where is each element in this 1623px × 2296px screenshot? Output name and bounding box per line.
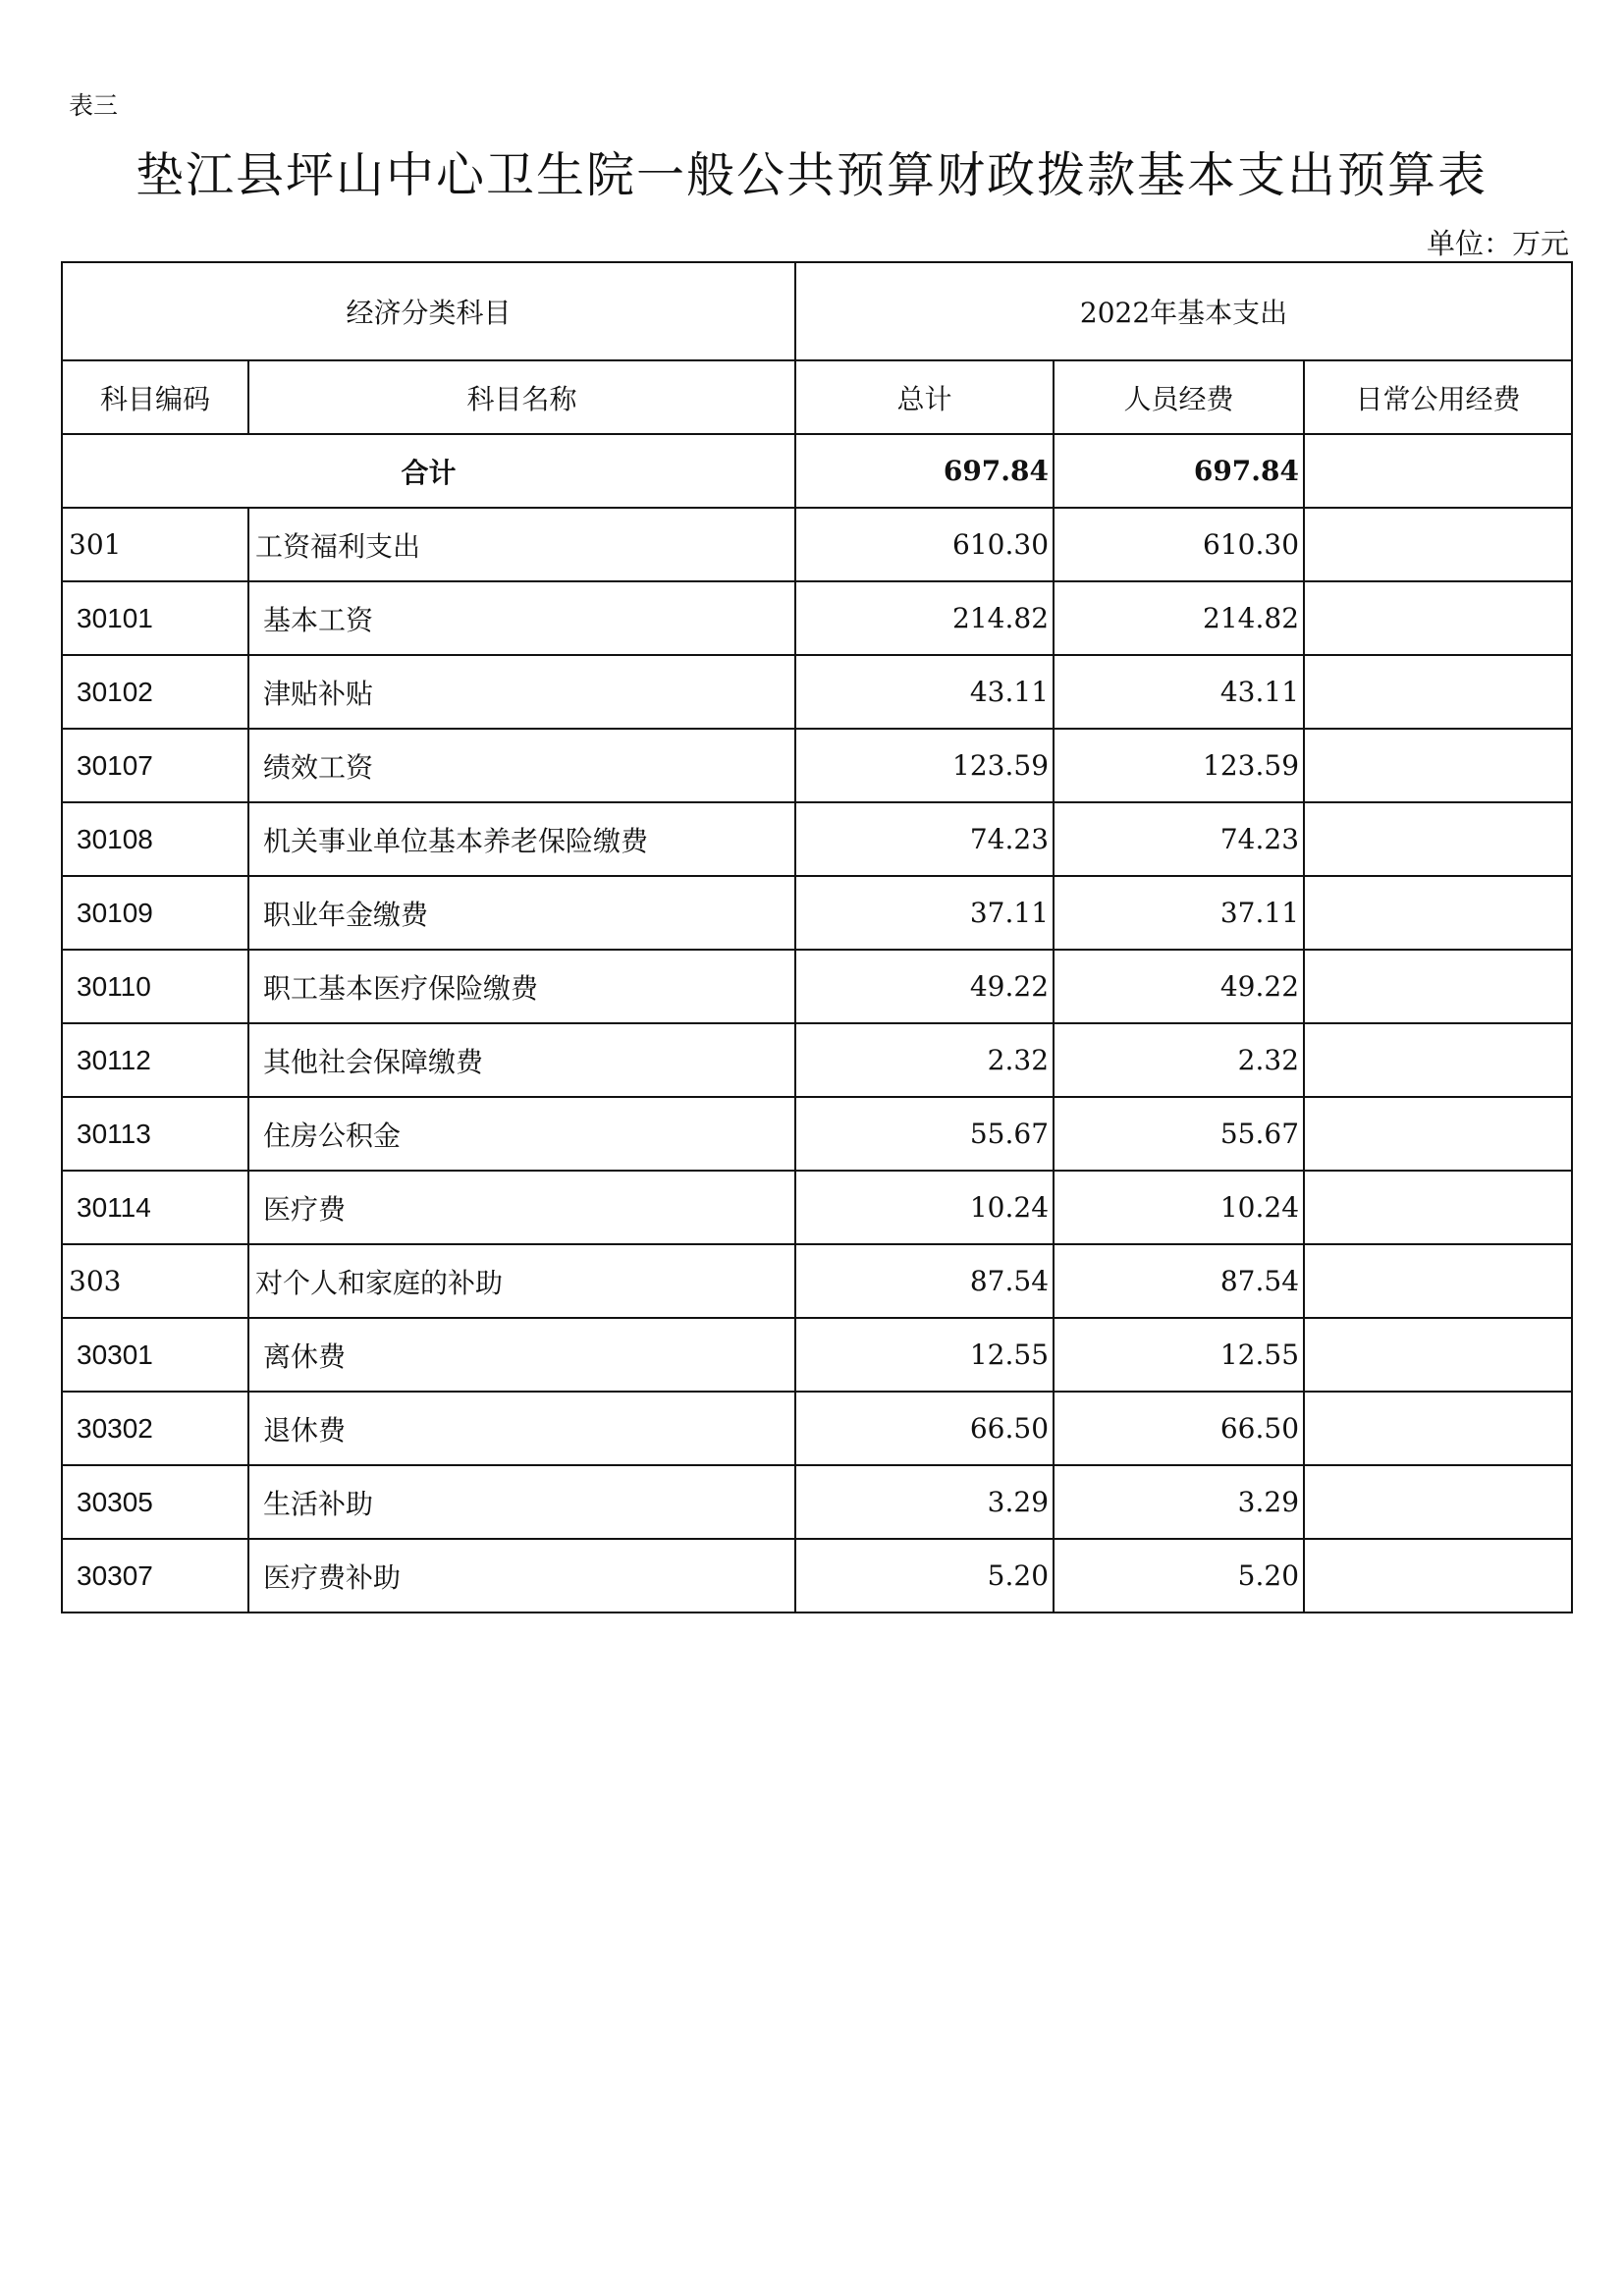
row-code: 30109: [62, 876, 248, 950]
row-name: 职业年金缴费: [248, 876, 795, 950]
row-public: [1304, 876, 1572, 950]
row-total: 43.11: [795, 655, 1054, 729]
page-title: 垫江县坪山中心卫生院一般公共预算财政拨款基本支出预算表: [135, 147, 1488, 203]
row-code: 30102: [62, 655, 248, 729]
row-code: 30302: [62, 1392, 248, 1465]
row-name: 医疗费: [248, 1171, 795, 1244]
table-row: [62, 1539, 1572, 1613]
row-public: [1304, 508, 1572, 581]
table-row: [62, 581, 1572, 655]
header-public: 日常公用经费: [1304, 360, 1572, 434]
row-name: 医疗费补助: [248, 1539, 795, 1613]
table-row: [62, 876, 1572, 950]
row-total: 12.55: [795, 1318, 1054, 1392]
row-name: 退休费: [248, 1392, 795, 1465]
row-total: 5.20: [795, 1539, 1054, 1613]
header-row-group: [62, 262, 1572, 360]
row-personnel: 37.11: [1054, 876, 1304, 950]
row-total: 66.50: [795, 1392, 1054, 1465]
table-row: [62, 655, 1572, 729]
table-row: [62, 1097, 1572, 1171]
row-code: 30307: [62, 1539, 248, 1613]
row-public: [1304, 1097, 1572, 1171]
row-public: [1304, 1171, 1572, 1244]
total-row: [62, 434, 1572, 508]
row-public: [1304, 1465, 1572, 1539]
header-total: 总计: [795, 360, 1054, 434]
table-row: [62, 729, 1572, 802]
row-personnel: 55.67: [1054, 1097, 1304, 1171]
row-personnel: 214.82: [1054, 581, 1304, 655]
row-personnel: 74.23: [1054, 802, 1304, 876]
row-personnel: 12.55: [1054, 1318, 1304, 1392]
row-total: 10.24: [795, 1171, 1054, 1244]
row-code: 30113: [62, 1097, 248, 1171]
budget-table-body: [62, 262, 1572, 1613]
row-total: 3.29: [795, 1465, 1054, 1539]
total-label: 合计: [62, 434, 795, 508]
row-total: 214.82: [795, 581, 1054, 655]
row-personnel: 10.24: [1054, 1171, 1304, 1244]
row-name: 津贴补贴: [248, 655, 795, 729]
row-public: [1304, 1023, 1572, 1097]
row-personnel: 66.50: [1054, 1392, 1304, 1465]
header-personnel: 人员经费: [1054, 360, 1304, 434]
header-basic-expenditure: 2022年基本支出: [795, 262, 1572, 360]
row-total: 87.54: [795, 1244, 1054, 1318]
header-name: 科目名称: [248, 360, 795, 434]
row-code: 30305: [62, 1465, 248, 1539]
row-name: 住房公积金: [248, 1097, 795, 1171]
row-public: [1304, 1539, 1572, 1613]
header-row-columns: [62, 360, 1572, 434]
row-public: [1304, 950, 1572, 1023]
row-code: 30101: [62, 581, 248, 655]
row-name: 绩效工资: [248, 729, 795, 802]
row-code: 30114: [62, 1171, 248, 1244]
row-public: [1304, 1244, 1572, 1318]
row-code: 30110: [62, 950, 248, 1023]
row-total: 74.23: [795, 802, 1054, 876]
row-total: 2.32: [795, 1023, 1054, 1097]
row-public: [1304, 729, 1572, 802]
row-name: 工资福利支出: [248, 508, 795, 581]
row-name: 对个人和家庭的补助: [248, 1244, 795, 1318]
row-public: [1304, 1318, 1572, 1392]
row-total: 37.11: [795, 876, 1054, 950]
row-personnel: 610.30: [1054, 508, 1304, 581]
total-personnel: 697.84: [1054, 434, 1304, 508]
row-name: 生活补助: [248, 1465, 795, 1539]
row-total: 49.22: [795, 950, 1054, 1023]
table-row: [62, 950, 1572, 1023]
total-total: 697.84: [795, 434, 1054, 508]
row-name: 基本工资: [248, 581, 795, 655]
row-public: [1304, 581, 1572, 655]
row-public: [1304, 655, 1572, 729]
row-name: 职工基本医疗保险缴费: [248, 950, 795, 1023]
row-code: 30112: [62, 1023, 248, 1097]
table-label: 表三: [69, 91, 119, 120]
row-code: 30108: [62, 802, 248, 876]
row-name: 离休费: [248, 1318, 795, 1392]
row-name: 其他社会保障缴费: [248, 1023, 795, 1097]
row-total: 123.59: [795, 729, 1054, 802]
header-economic-classification: 经济分类科目: [62, 262, 795, 360]
budget-table: [61, 261, 1573, 1613]
total-public: [1304, 434, 1572, 508]
row-total: 610.30: [795, 508, 1054, 581]
row-total: 55.67: [795, 1097, 1054, 1171]
table-row: [62, 1023, 1572, 1097]
row-code: 30301: [62, 1318, 248, 1392]
row-code: 30107: [62, 729, 248, 802]
table-row: [62, 508, 1572, 581]
table-row: [62, 1244, 1572, 1318]
row-personnel: 5.20: [1054, 1539, 1304, 1613]
row-name: 机关事业单位基本养老保险缴费: [248, 802, 795, 876]
row-public: [1304, 802, 1572, 876]
table-row: [62, 802, 1572, 876]
row-code: 303: [62, 1244, 248, 1318]
row-code: 301: [62, 508, 248, 581]
table-row: [62, 1318, 1572, 1392]
table-row: [62, 1392, 1572, 1465]
row-personnel: 3.29: [1054, 1465, 1304, 1539]
row-personnel: 43.11: [1054, 655, 1304, 729]
row-personnel: 49.22: [1054, 950, 1304, 1023]
table-row: [62, 1465, 1572, 1539]
row-personnel: 2.32: [1054, 1023, 1304, 1097]
row-personnel: 123.59: [1054, 729, 1304, 802]
header-code: 科目编码: [62, 360, 248, 434]
row-personnel: 87.54: [1054, 1244, 1304, 1318]
table-row: [62, 1171, 1572, 1244]
unit-label: 单位：万元: [1426, 227, 1569, 260]
row-public: [1304, 1392, 1572, 1465]
